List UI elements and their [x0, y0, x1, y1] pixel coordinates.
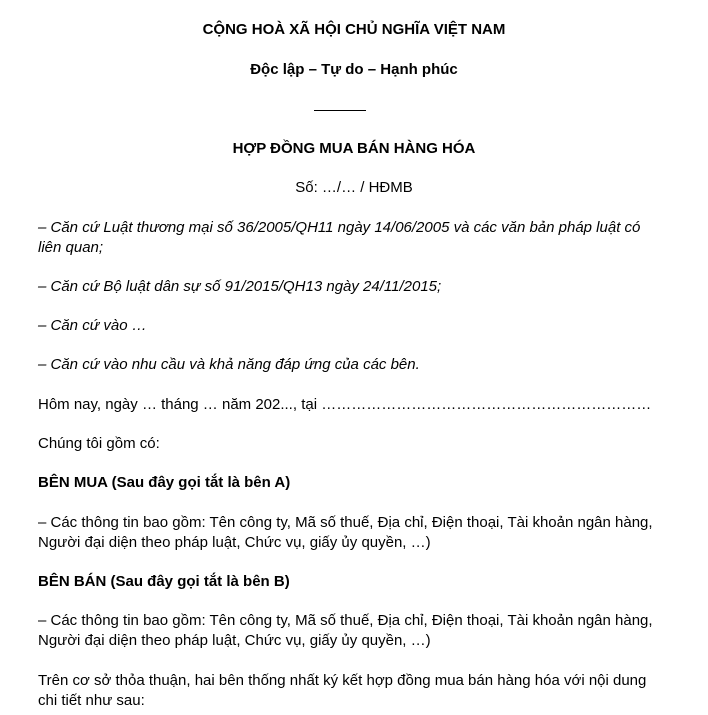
agreement-line-2: chi tiết như sau:	[38, 692, 145, 709]
seller-info-line-1: – Các thông tin bao gồm: Tên công ty, Mã số thuế, Địa chỉ, Điện thoại, Tài khoản ngân hàng,	[38, 612, 653, 629]
legal-basis-2: – Căn cứ Bộ luật dân sự số 91/2015/QH13 ngày 24/11/2015;	[38, 278, 442, 295]
buyer-info-line-2: Người đại diện theo pháp luật, Chức vụ, giấy ủy quyền, …)	[38, 534, 431, 551]
buyer-heading: BÊN MUA (Sau đây gọi tắt là bên A)	[38, 474, 291, 491]
parties-intro: Chúng tôi gồm có:	[38, 435, 160, 452]
legal-basis-3: – Căn cứ vào …	[38, 317, 147, 334]
legal-basis-1-line-1: – Căn cứ Luật thương mại số 36/2005/QH11 ngày 14/06/2005 và các văn bản pháp luật có	[38, 219, 641, 236]
seller-info-line-2: Người đại diện theo pháp luật, Chức vụ, giấy ủy quyền, …)	[38, 632, 431, 649]
header-divider	[314, 110, 366, 111]
national-title: CỘNG HOÀ XÃ HỘI CHỦ NGHĨA VIỆT NAM	[202, 21, 506, 38]
agreement-line-1: Trên cơ sở thỏa thuận, hai bên thống nhất ký kết hợp đồng mua bán hàng hóa với nội dung	[38, 672, 647, 689]
date-place-line: Hôm nay, ngày … tháng … năm 202..., tại …………………………………………………………	[38, 396, 652, 413]
legal-basis-1-line-2: liên quan;	[38, 239, 104, 256]
contract-title: HỢP ĐỒNG MUA BÁN HÀNG HÓA	[232, 140, 476, 157]
buyer-info-line-1: – Các thông tin bao gồm: Tên công ty, Mã số thuế, Địa chỉ, Điện thoại, Tài khoản ngân hàng,	[38, 514, 653, 531]
national-motto: Độc lập – Tự do – Hạnh phúc	[250, 61, 458, 78]
contract-number: Số: …/… / HĐMB	[295, 179, 413, 196]
legal-basis-4: – Căn cứ vào nhu cầu và khả năng đáp ứng của các bên.	[38, 356, 420, 373]
seller-heading: BÊN BÁN (Sau đây gọi tắt là bên B)	[38, 573, 290, 590]
